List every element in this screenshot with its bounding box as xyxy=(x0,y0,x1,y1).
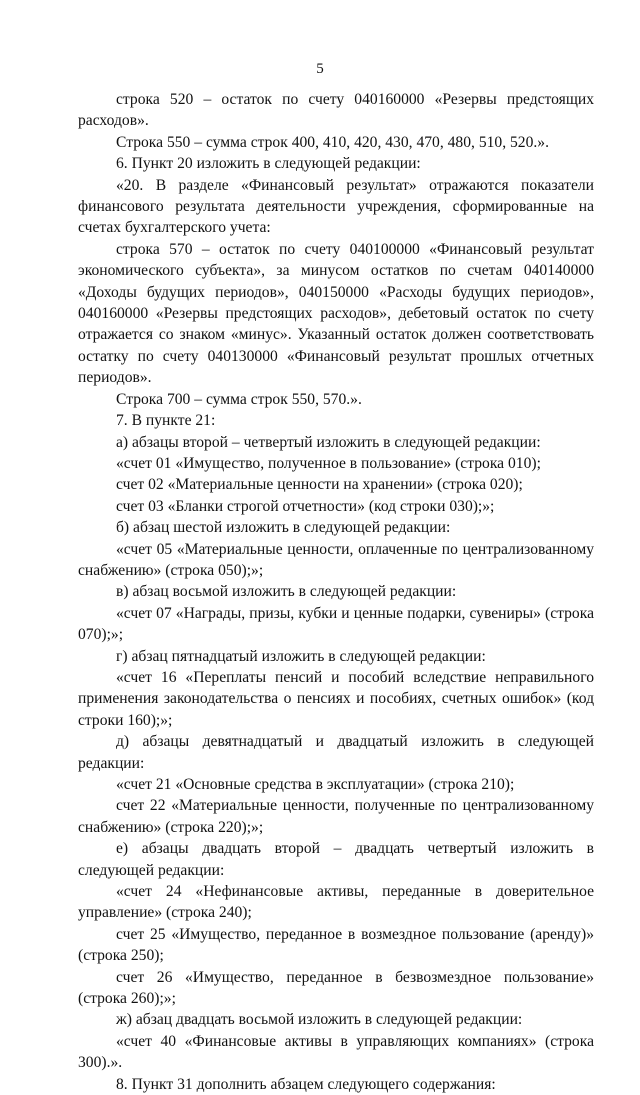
paragraph: «счет 01 «Имущество, полученное в пользование» (строка 010); xyxy=(116,454,541,472)
paragraph: 6. Пункт 20 изложить в следующей редакции: xyxy=(116,155,421,173)
paragraph: строка 520 – остаток по счету 040160000 «Резервы предстоящих расходов». xyxy=(78,91,594,130)
paragraph: в) абзац восьмой изложить в следующей редакции: xyxy=(116,583,457,601)
paragraph: «20. В разделе «Финансовый результат» отражаются показатели финансового результата деятельности учреждения, сформированные на счетах бухгалтерского учета: xyxy=(78,176,594,237)
paragraph: Строка 700 – сумма строк 550, 570.». xyxy=(116,390,362,408)
paragraph: «счет 16 «Переплаты пенсий и пособий вследствие неправильного применения законодательства о пенсиях и пособиях, счетных ошибок» (код строки 160);»; xyxy=(78,668,594,729)
paragraph: счет 26 «Имущество, переданное в безвозмездное пользование» (строка 260);»; xyxy=(78,968,594,1008)
paragraph: е) абзацы двадцать второй – двадцать четвертый изложить в следующей редакции: xyxy=(78,840,594,879)
paragraph: строка 570 – остаток по счету 040100000 «Финансовый результат экономического субъекта», за минусом остатков по счетам 040140000 «Доходы будущих периодов», 040150000 «Расходы будущих периодов», 040160000 «Резервы предстоящих расходов», дебетовый остаток по счету отражается со знаком «минус». Указанный остаток должен соответствовать остатку по счету 040130000 «Финансовый результат прошлых отчетных периодов». xyxy=(78,240,594,387)
paragraph: Строка 550 – сумма строк 400, 410, 420, 430, 470, 480, 510, 520.». xyxy=(116,133,549,151)
paragraph: ж) абзац двадцать восьмой изложить в следующей редакции: xyxy=(116,1011,523,1029)
paragraph: б) абзац шестой изложить в следующей редакции: xyxy=(116,519,451,537)
paragraph: «счет 24 «Нефинансовые активы, переданные в доверительное управление» (строка 240); xyxy=(78,883,594,922)
paragraph: счет 22 «Материальные ценности, полученные по централизованному снабжению» (строка 220);»; xyxy=(78,797,594,836)
paragraph: «счет 05 «Материальные ценности, оплаченные по централизованному снабжению» (строка 050);»; xyxy=(78,540,594,579)
paragraph: счет 25 «Имущество, переданное в возмездное пользование (аренду)» (строка 250); xyxy=(78,925,594,965)
document-body xyxy=(78,89,594,1095)
paragraph: 7. В пункте 21: xyxy=(116,412,216,430)
paragraph: «счет 07 «Награды, призы, кубки и ценные подарки, сувениры» (строка 070);»; xyxy=(78,604,594,644)
paragraph: а) абзацы второй – четвертый изложить в следующей редакции: xyxy=(116,433,541,451)
paragraph: счет 03 «Бланки строгой отчетности» (код строки 030);»; xyxy=(116,497,495,515)
page-number: 5 xyxy=(316,61,324,77)
paragraph: д) абзацы девятнадцатый и двадцатый изложить в следующей редакции: xyxy=(78,733,594,772)
paragraph: «счет 40 «Финансовые активы в управляющих компаниях» (строка 300).». xyxy=(78,1032,594,1072)
paragraph: г) абзац пятнадцатый изложить в следующей редакции: xyxy=(116,647,486,665)
paragraph: 8. Пункт 31 дополнить абзацем следующего содержания: xyxy=(116,1075,496,1093)
paragraph: «счет 21 «Основные средства в эксплуатации» (строка 210); xyxy=(116,776,515,793)
paragraph: счет 02 «Материальные ценности на хранении» (строка 020); xyxy=(116,476,523,494)
